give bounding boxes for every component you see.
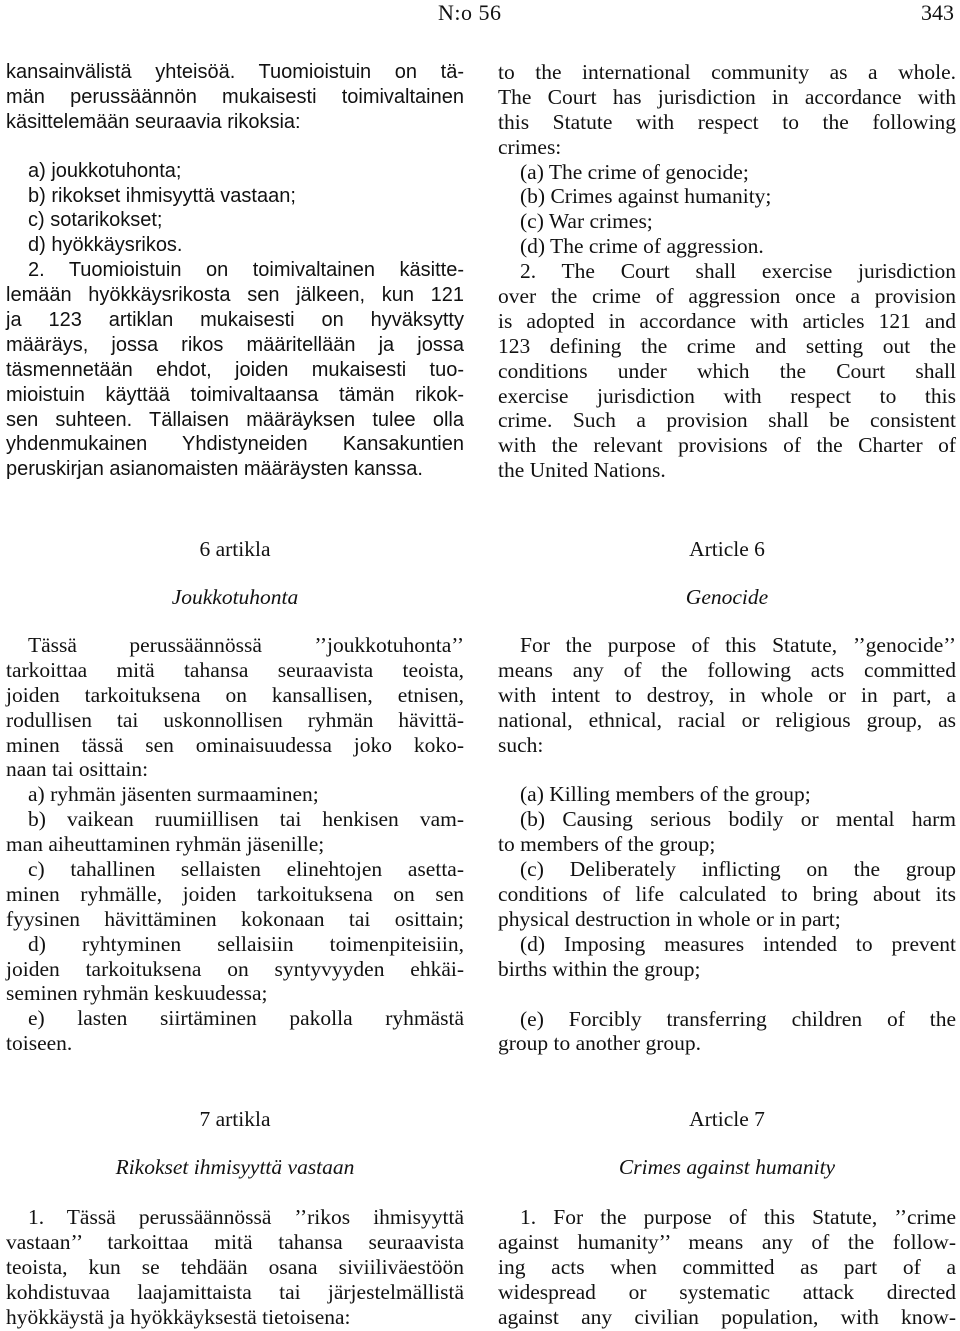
text-line: sen suhteen. Tällaisen määräyksen tulee olla [6, 408, 464, 431]
issue-number: N:o 56 [438, 0, 502, 25]
text-line: (e) Forcibly transferring children of the [520, 1006, 956, 1031]
article-7-body-fi [6, 1205, 464, 1329]
text-line: the United Nations. [498, 458, 666, 483]
text-line: e) lasten siirtäminen pakolla ryhmästä [28, 1006, 464, 1031]
text-line: conditions of life calculated to bring about its [498, 882, 956, 907]
text-line: täsmennetään ehdot, joiden mukaisesti tuo- [6, 358, 464, 381]
section-top-finnish [6, 60, 464, 482]
text-line: group to another group. [498, 1031, 702, 1056]
article-6-body-en [498, 633, 956, 1056]
text-line: (c) Deliberately inflicting on the group [520, 857, 956, 882]
text-line: man aiheuttaminen ryhmän jäsenille; [6, 832, 325, 857]
text-line: such: [498, 732, 544, 757]
text-line: 2. The Court shall exercise jurisdiction [520, 259, 956, 284]
text-line: Tässä perussäännössä ’’joukkotuhonta’’ [28, 633, 464, 657]
text-line: minen ryhmälle, joiden tarkoituksena on sen [6, 881, 464, 906]
text-line: fyysinen hävittäminen kokonaan tai osittain; [6, 906, 464, 931]
section-top-english [498, 60, 956, 483]
text-line: a) joukkotuhonta; [28, 159, 182, 182]
article-7-title-en: Crimes against humanity [618, 1155, 836, 1179]
text-line: ja 123 artiklan mukaisesti on hyväksytty [6, 309, 464, 332]
article-7-title-fi: Rikokset ihmisyyttä vastaan [115, 1155, 355, 1179]
text-line: 1. Tässä perussäännössä ’’rikos ihmisyyttä [28, 1205, 464, 1229]
article-7-body-en [498, 1205, 956, 1329]
text-line: (b) Crimes against humanity; [520, 184, 772, 209]
text-line: joiden tarkoituksena on syntyvyyden ehkäi- [6, 956, 464, 981]
text-line: widespread or systematic attack directed [498, 1279, 956, 1304]
text-line: mioistuin käyttää toimivaltaansa tämän rikok- [6, 383, 464, 406]
article-6-title-fi: Joukkotuhonta [171, 585, 299, 609]
text-line: määräys, jossa rikos määritellään ja jossa [6, 333, 464, 356]
text-line: to the international community as a whole. [498, 60, 956, 84]
text-line: 1. For the purpose of this Statute, ’’crime [520, 1205, 956, 1229]
text-line: käsittelemään seuraavia rikoksia: [6, 110, 301, 133]
article-6-heading-fi: 6 artikla [199, 537, 271, 561]
text-line: minen tässä sen ominaisuudessa joko koko- [6, 732, 464, 757]
text-line: The Court has jurisdiction in accordance with [498, 84, 956, 109]
text-line: c) sotarikokset; [28, 209, 163, 232]
text-line: 123 defining the crime and setting out the [498, 333, 956, 358]
text-line: (d) The crime of aggression. [520, 234, 764, 259]
text-line: d) ryhtyminen sellaisiin toimenpiteisiin, [28, 931, 464, 956]
text-line: a) ryhmän jäsenten surmaaminen; [28, 782, 319, 807]
text-line: naan tai osittain: [6, 757, 149, 782]
text-line: b) rikokset ihmisyyttä vastaan; [28, 184, 296, 207]
text-line: kansainvälistä yhteisöä. Tuomioistuin on tä- [6, 61, 464, 83]
text-line: män perussäännön mukaisesti toimivaltainen [6, 85, 464, 108]
text-line: peruskirjan asianomaisten määräysten kanssa. [6, 458, 423, 481]
text-line: against any civilian population, with know- [498, 1304, 956, 1329]
text-line: teoista, kun se tehdään osana siviiliväestöön [6, 1254, 464, 1279]
text-line: For the purpose of this Statute, ’’genocide’’ [520, 633, 956, 657]
text-line: with the relevant provisions of the Charter of [498, 433, 956, 458]
text-line: physical destruction in whole or in part; [498, 906, 841, 931]
page-header [0, 0, 960, 32]
text-line: exercise jurisdiction with respect to this [498, 383, 956, 408]
text-line: joiden tarkoituksena on kansallisen, etnisen, [6, 682, 464, 707]
article-7-heading-fi: 7 artikla [199, 1107, 271, 1131]
page-number: 343 [921, 0, 954, 25]
text-line: (d) Imposing measures intended to prevent [520, 931, 956, 956]
text-line: vastaan’’ tarkoittaa mitä tahansa seuraavista [6, 1229, 464, 1254]
text-line: national, ethnical, racial or religious group, as [498, 707, 956, 732]
text-line: crime. Such a provision shall be consistent [498, 408, 956, 433]
text-line: yhdenmukainen Yhdistyneiden Kansakuntien [6, 433, 464, 456]
text-line: this Statute with respect to the following [498, 109, 956, 134]
text-line: ing acts when committed as part of a [498, 1254, 956, 1279]
text-line: d) hyökkäysrikos. [28, 234, 183, 257]
text-line: kohdistuvaa laajamittaista tai järjestelmällistä [6, 1279, 464, 1304]
text-line: with intent to destroy, in whole or in part, a [498, 682, 956, 707]
article-6-heading-en: Article 6 [689, 537, 765, 561]
text-line: hyökkäystä ja hyökkäyksestä tietoisena: [6, 1304, 351, 1329]
text-line: seminen ryhmän keskuudessa; [6, 981, 268, 1006]
text-line: to members of the group; [498, 832, 716, 857]
text-line: rodullisen tai uskonnollisen ryhmän hävittä- [6, 707, 464, 732]
text-line: 2. Tuomioistuin on toimivaltainen käsitte- [28, 259, 464, 282]
text-line: over the crime of aggression once a provision [498, 284, 956, 309]
text-line: against humanity’’ means any of the follow- [498, 1229, 956, 1254]
article-7-heading-en: Article 7 [689, 1107, 765, 1131]
text-line: (b) Causing serious bodily or mental harm [520, 807, 956, 832]
text-line: conditions under which the Court shall [498, 358, 956, 383]
text-line: toiseen. [6, 1031, 73, 1056]
article-6-body-fi [6, 633, 464, 1056]
text-line: tarkoittaa mitä tahansa seuraavista teoista, [6, 657, 464, 682]
text-line: births within the group; [498, 956, 701, 981]
text-line: crimes: [498, 134, 562, 159]
text-line: (a) Killing members of the group; [520, 782, 811, 807]
text-line: b) vaikean ruumiillisen tai henkisen vam- [28, 807, 464, 832]
text-line: is adopted in accordance with articles 121 and [498, 308, 956, 333]
text-line: (c) War crimes; [520, 209, 653, 234]
text-line: means any of the following acts committed [498, 657, 956, 682]
text-line: c) tahallinen sellaisten elinehtojen asetta- [28, 857, 464, 882]
text-line: (a) The crime of genocide; [520, 159, 749, 184]
text-line: lemään hyökkäysrikosta sen jälkeen, kun 121 [6, 284, 464, 307]
article-6-title-en: Genocide [685, 585, 769, 609]
